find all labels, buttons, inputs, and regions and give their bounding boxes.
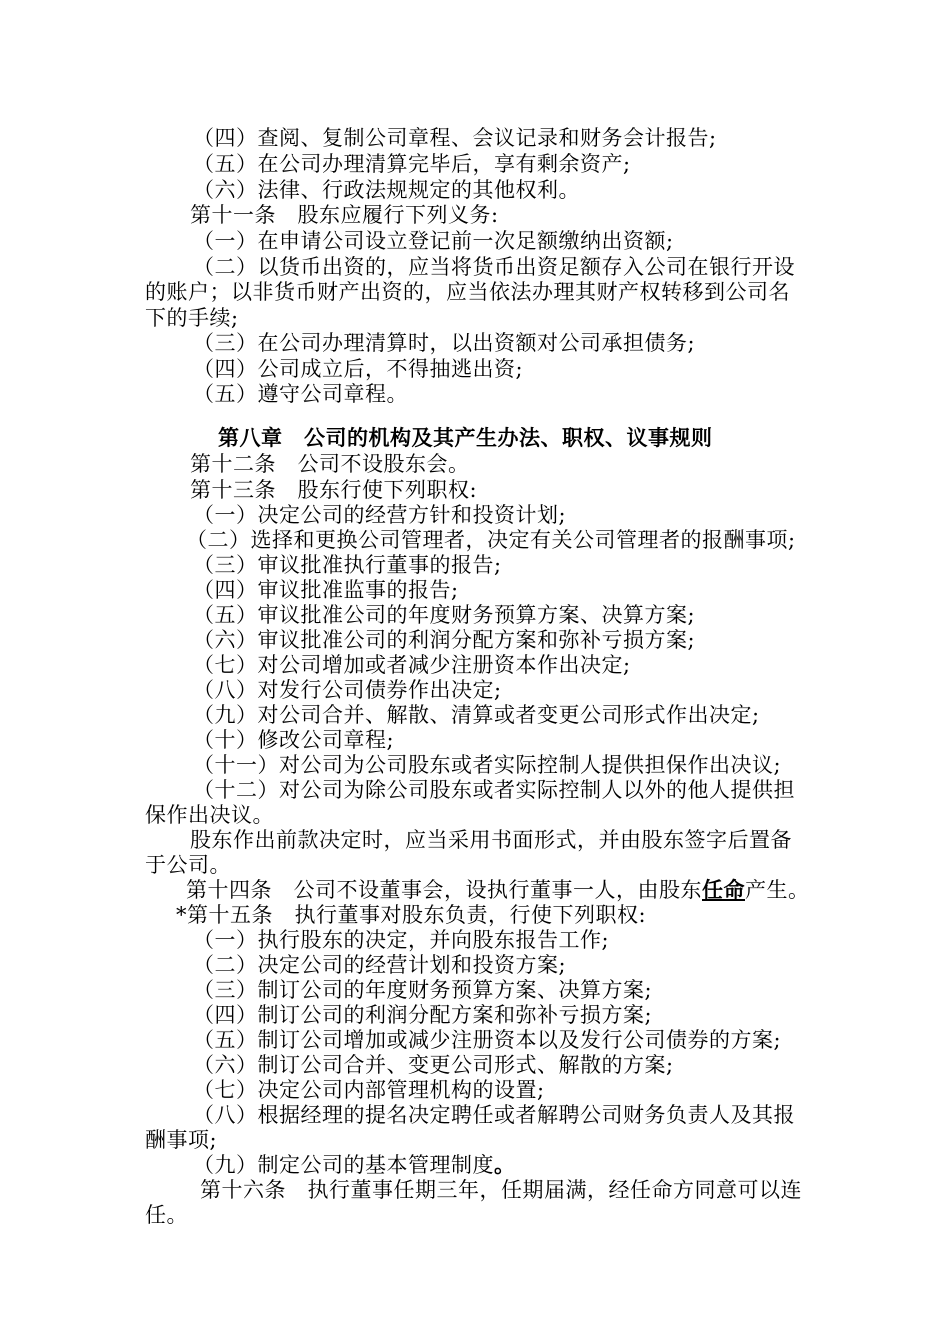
clause-item: （五）遵守公司章程。 (193, 382, 408, 406)
clause-item: （八）根据经理的提名决定聘任或者解聘公司财务负责人及其报 (193, 1103, 795, 1127)
clause-item: （三）在公司办理清算时，以出资额对公司承担债务; (193, 331, 696, 355)
chapter-heading: 第八章 公司的机构及其产生办法、职权、议事规则 (218, 425, 713, 450)
paragraph-continuation: 任。 (145, 1203, 188, 1227)
clause-item: （二）决定公司的经营计划和投资方案; (193, 953, 567, 977)
clause-item: （四）公司成立后，不得抽逃出资; (193, 357, 524, 381)
article-text: 产生。 (745, 878, 810, 902)
clause-item: （六）制订公司合并、变更公司形式、解散的方案; (193, 1053, 674, 1077)
clause-item: （七）对公司增加或者减少注册资本作出决定; (193, 653, 631, 677)
clause-item: （二）以货币出资的，应当将货币出资足额存入公司在银行开设 (193, 255, 795, 279)
article-title: 第十六条 执行董事任期三年，任期届满，经任命方同意可以连 (200, 1178, 802, 1202)
clause-item: （六）审议批准公司的利润分配方案和弥补亏损方案; (193, 628, 696, 652)
clause-item: （九）对公司合并、解散、清算或者变更公司形式作出决定; (193, 703, 760, 727)
paragraph: 股东作出前款决定时，应当采用书面形式，并由股东签字后置备 (190, 828, 792, 852)
article-title (186, 877, 810, 903)
clause-item: （六）法律、行政法规规定的其他权利。 (193, 178, 580, 202)
clause-item: （八）对发行公司债券作出决定; (193, 678, 502, 702)
clause-item (193, 1152, 516, 1178)
clause-end-mark: 。 (494, 1152, 516, 1177)
article-title: 第十一条 股东应履行下列义务: (190, 203, 499, 227)
clause-item: （十二）对公司为除公司股东或者实际控制人以外的他人提供担 (193, 778, 795, 802)
paragraph-continuation: 保作出决议。 (145, 803, 274, 827)
clause-item: （三）制订公司的年度财务预算方案、决算方案; (193, 978, 653, 1002)
clause-text: （九）制定公司的基本管理制度 (193, 1153, 494, 1177)
clause-item: （十）修改公司章程; (193, 728, 395, 752)
clause-item: （四）审议批准监事的报告; (193, 578, 459, 602)
clause-item: （二）选择和更换公司管理者，决定有关公司管理者的报酬事项; (186, 528, 796, 552)
paragraph-continuation: 的账户；以非货币财产出资的，应当依法办理其财产权转移到公司名 (145, 280, 790, 304)
clause-item: （一）在申请公司设立登记前一次足额缴纳出资额; (193, 229, 674, 253)
article-title: 第十三条 股东行使下列职权: (190, 478, 478, 502)
clause-item: （七）决定公司内部管理机构的设置; (193, 1078, 545, 1102)
clause-item: （五）审议批准公司的年度财务预算方案、决算方案; (193, 603, 696, 627)
clause-item: （一）执行股东的决定，并向股东报告工作; (193, 928, 610, 952)
article-title: 第十二条 公司不设股东会。 (190, 452, 470, 476)
clause-item: （一）决定公司的经营方针和投资计划; (193, 503, 567, 527)
clause-item: （十一）对公司为公司股东或者实际控制人提供担保作出决议; (193, 753, 782, 777)
article-text: 第十四条 公司不设董事会，设执行董事一人，由股东 (186, 878, 702, 902)
paragraph-continuation: 下的手续; (145, 306, 239, 330)
article-title: *第十五条 执行董事对股东负责，行使下列职权: (176, 903, 647, 927)
paragraph-continuation: 酬事项; (145, 1128, 218, 1152)
clause-item: （四）制订公司的利润分配方案和弥补亏损方案; (193, 1003, 653, 1027)
clause-item: （四）查阅、复制公司章程、会议记录和财务会计报告; (193, 126, 717, 150)
clause-item: （五）在公司办理清算完毕后，享有剩余资产; (193, 152, 631, 176)
paragraph-continuation: 于公司。 (145, 853, 231, 877)
clause-item: （五）制订公司增加或减少注册资本以及发行公司债券的方案; (193, 1028, 782, 1052)
clause-item: （三）审议批准执行董事的报告; (193, 553, 502, 577)
underlined-term: 任命 (702, 877, 745, 902)
